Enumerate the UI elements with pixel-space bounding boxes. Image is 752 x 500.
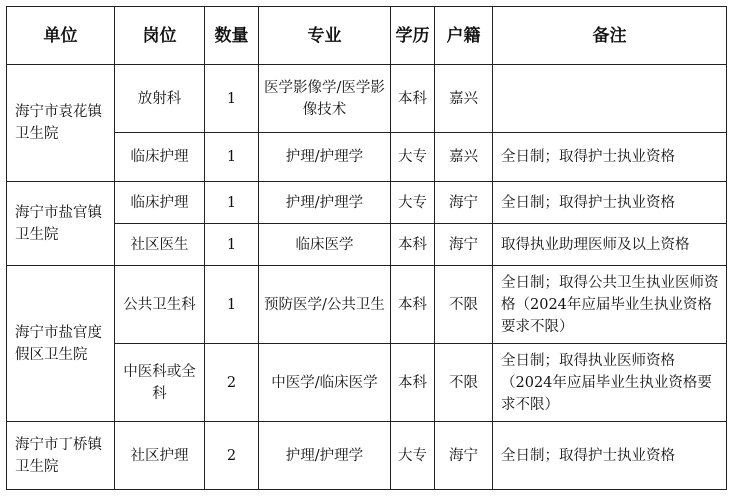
hukou-cell: 不限 <box>435 344 493 422</box>
major-cell: 护理/护理学 <box>259 422 391 490</box>
remarks-cell: 全日制；取得公共卫生执业医师资格（2024年应届毕业生执业资格要求不限） <box>493 266 727 344</box>
position-cell: 公共卫生科 <box>115 266 205 344</box>
header-major: 专业 <box>259 7 391 65</box>
remarks-cell: 全日制；取得执业医师资格（2024年应届毕业生执业资格要求不限） <box>493 344 727 422</box>
major-cell: 护理/护理学 <box>259 133 391 182</box>
header-unit: 单位 <box>7 7 115 65</box>
unit-cell: 海宁市丁桥镇卫生院 <box>7 422 115 490</box>
count-cell: 1 <box>205 182 259 224</box>
education-cell: 大专 <box>391 133 435 182</box>
hukou-cell: 海宁 <box>435 182 493 224</box>
major-cell: 中医学/临床医学 <box>259 344 391 422</box>
count-cell: 2 <box>205 422 259 490</box>
education-cell: 本科 <box>391 224 435 266</box>
education-cell: 本科 <box>391 266 435 344</box>
header-education: 学历 <box>391 7 435 65</box>
unit-cell: 海宁市盐官镇卫生院 <box>7 182 115 266</box>
major-cell: 医学影像学/医学影像技术 <box>259 65 391 133</box>
table-row <box>7 65 727 133</box>
header-hukou: 户籍 <box>435 7 493 65</box>
position-cell: 临床护理 <box>115 133 205 182</box>
header-count: 数量 <box>205 7 259 65</box>
remarks-cell: 全日制；取得护士执业资格 <box>493 133 727 182</box>
recruitment-table <box>6 6 727 490</box>
header-remarks: 备注 <box>493 7 727 65</box>
recruitment-table-container <box>6 6 727 490</box>
count-cell: 2 <box>205 344 259 422</box>
hukou-cell: 嘉兴 <box>435 65 493 133</box>
table-row <box>7 133 727 182</box>
education-cell: 大专 <box>391 422 435 490</box>
remarks-cell <box>493 65 727 133</box>
hukou-cell: 海宁 <box>435 422 493 490</box>
remarks-cell: 全日制；取得护士执业资格 <box>493 422 727 490</box>
table-row <box>7 224 727 266</box>
table-row <box>7 182 727 224</box>
education-cell: 大专 <box>391 182 435 224</box>
header-row <box>7 7 727 65</box>
remarks-cell: 全日制；取得护士执业资格 <box>493 182 727 224</box>
count-cell: 1 <box>205 133 259 182</box>
hukou-cell: 海宁 <box>435 224 493 266</box>
remarks-cell: 取得执业助理医师及以上资格 <box>493 224 727 266</box>
position-cell: 社区医生 <box>115 224 205 266</box>
count-cell: 1 <box>205 266 259 344</box>
education-cell: 本科 <box>391 65 435 133</box>
position-cell: 放射科 <box>115 65 205 133</box>
position-cell: 中医科或全科 <box>115 344 205 422</box>
header-position: 岗位 <box>115 7 205 65</box>
position-cell: 社区护理 <box>115 422 205 490</box>
hukou-cell: 不限 <box>435 266 493 344</box>
unit-cell: 海宁市袁花镇卫生院 <box>7 65 115 182</box>
major-cell: 护理/护理学 <box>259 182 391 224</box>
table-row <box>7 344 727 422</box>
major-cell: 预防医学/公共卫生 <box>259 266 391 344</box>
hukou-cell: 嘉兴 <box>435 133 493 182</box>
table-row <box>7 266 727 344</box>
education-cell: 本科 <box>391 344 435 422</box>
table-row <box>7 422 727 490</box>
count-cell: 1 <box>205 65 259 133</box>
major-cell: 临床医学 <box>259 224 391 266</box>
count-cell: 1 <box>205 224 259 266</box>
position-cell: 临床护理 <box>115 182 205 224</box>
unit-cell: 海宁市盐官度假区卫生院 <box>7 266 115 422</box>
